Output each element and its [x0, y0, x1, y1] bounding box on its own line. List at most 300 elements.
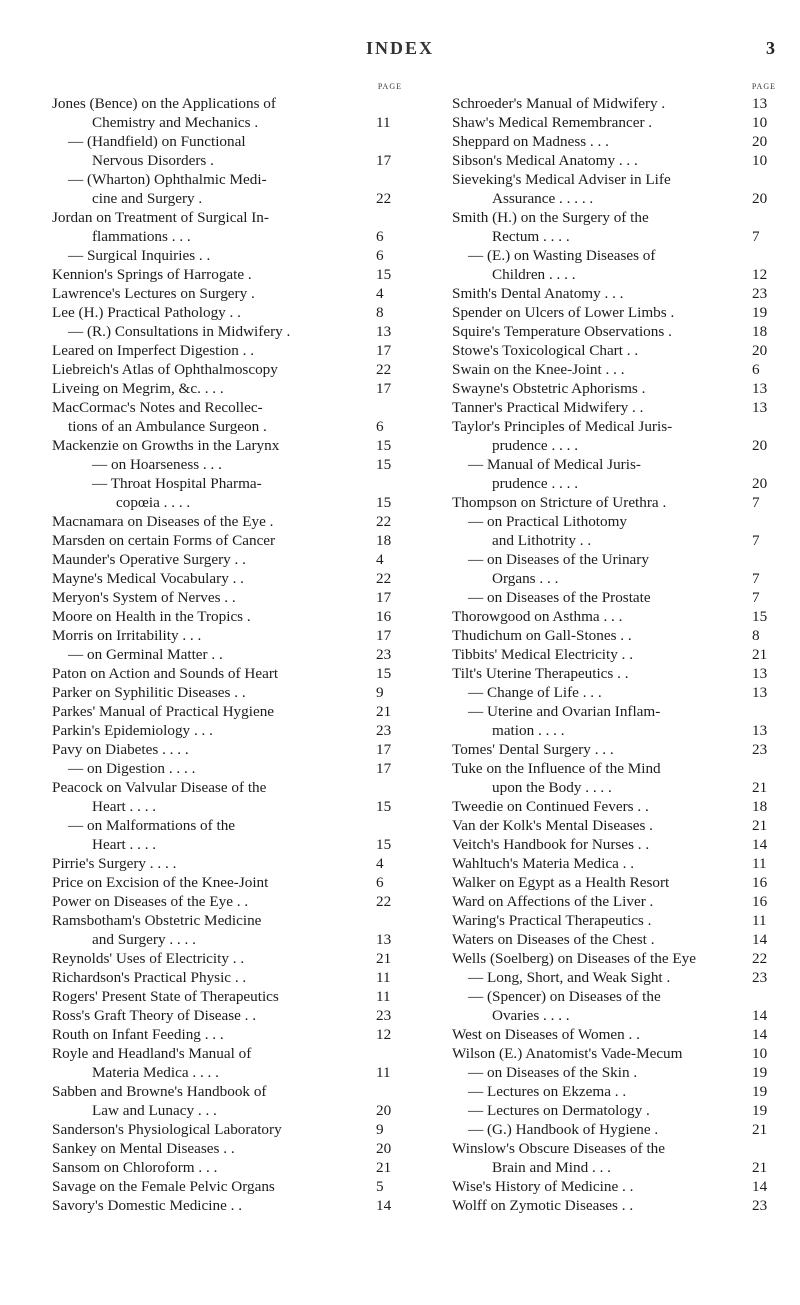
entry-page-number: 23: [376, 1007, 392, 1024]
index-line: [452, 607, 776, 626]
entry-text: — on Diseases of the Prostate: [468, 589, 651, 606]
index-entry: [452, 702, 776, 740]
index-line: [52, 1044, 402, 1063]
index-entry: [52, 474, 402, 512]
index-entry: [52, 379, 402, 398]
index-entry: [452, 512, 776, 550]
entry-text: Assurance . . . . .: [492, 190, 594, 207]
entry-page-number: 18: [752, 798, 768, 815]
index-entry: [52, 1006, 402, 1025]
entry-text: prudence . . . .: [492, 437, 579, 454]
index-entry: [452, 322, 776, 341]
running-head: [0, 38, 800, 58]
index-column-left: [52, 80, 402, 1215]
index-line: [52, 949, 402, 968]
entry-text: — (R.) Consultations in Midwifery .: [68, 323, 291, 340]
index-line: [52, 531, 402, 550]
index-line: [452, 892, 776, 911]
entry-page-number: 22: [376, 570, 392, 587]
entry-page-number: 17: [376, 760, 392, 777]
index-line: [452, 816, 776, 835]
entry-page-number: 13: [752, 399, 768, 416]
index-line: [452, 189, 776, 208]
index-entry: [452, 607, 776, 626]
entry-page-number: 6: [376, 418, 384, 435]
index-line: [452, 854, 776, 873]
index-line: [52, 189, 402, 208]
entry-text: — Surgical Inquiries . .: [68, 247, 211, 264]
index-entry: [452, 1082, 776, 1101]
entry-text: and Surgery . . . .: [92, 931, 196, 948]
index-entry: [52, 341, 402, 360]
entry-text: upon the Body . . . .: [492, 779, 612, 796]
entry-page-number: 9: [376, 684, 384, 701]
entry-text: Liebreich's Atlas of Ophthalmoscopy: [52, 361, 278, 378]
index-line: [52, 778, 402, 797]
entry-page-number: 4: [376, 855, 384, 872]
index-line: [452, 493, 776, 512]
index-line: [52, 892, 402, 911]
index-entry: [52, 626, 402, 645]
entry-page-number: 11: [376, 988, 391, 1005]
entry-page-number: 5: [376, 1178, 384, 1195]
entry-text: — Manual of Medical Juris-: [468, 456, 641, 473]
index-entry: [52, 550, 402, 569]
entry-text: Heart . . . .: [92, 836, 157, 853]
entry-text: Thompson on Stricture of Urethra .: [452, 494, 667, 511]
entry-text: — on Hoarseness . . .: [92, 456, 222, 473]
entry-text: Winslow's Obscure Diseases of the: [452, 1140, 666, 1157]
entry-text: Jones (Bence) on the Applications of: [52, 95, 276, 112]
index-entry: [52, 1139, 402, 1158]
index-line: [452, 1158, 776, 1177]
entry-text: mation . . . .: [492, 722, 565, 739]
entry-page-number: 17: [376, 741, 392, 758]
index-entry: [52, 398, 402, 436]
index-line: [452, 512, 776, 531]
index-entry: [52, 607, 402, 626]
entry-text: Peacock on Valvular Disease of the: [52, 779, 267, 796]
entry-text: Sabben and Browne's Handbook of: [52, 1083, 267, 1100]
entry-page-number: 17: [376, 589, 392, 606]
entry-text: Pavy on Diabetes . . . .: [52, 741, 189, 758]
index-line: [452, 1082, 776, 1101]
index-line: [52, 550, 402, 569]
entry-page-number: 23: [752, 285, 768, 302]
entry-page-number: 13: [376, 931, 392, 948]
entry-page-number: 21: [752, 646, 768, 663]
page-title: INDEX: [365, 38, 434, 58]
index-line: [452, 987, 776, 1006]
entry-text: Organs . . .: [492, 570, 559, 587]
index-entry: [52, 132, 402, 170]
index-entry: [52, 1177, 402, 1196]
entry-text: Tomes' Dental Surgery . . .: [452, 741, 614, 758]
entry-text: Marsden on certain Forms of Cancer: [52, 532, 276, 549]
index-entry: [52, 816, 402, 854]
index-entry: [52, 721, 402, 740]
entry-text: Price on Excision of the Knee-Joint: [52, 874, 269, 891]
index-entry: [452, 208, 776, 246]
entry-page-number: 23: [752, 741, 768, 758]
entry-page-number: 13: [752, 665, 768, 682]
index-entry: [452, 626, 776, 645]
entry-page-number: 8: [752, 627, 760, 644]
index-entry: [452, 113, 776, 132]
entry-text: Rectum . . . .: [492, 228, 570, 245]
index-line: [52, 227, 402, 246]
entry-page-number: 22: [376, 190, 392, 207]
index-line: [52, 588, 402, 607]
index-entry: [52, 455, 402, 474]
index-line: [452, 835, 776, 854]
entry-text: Lawrence's Lectures on Surgery .: [52, 285, 255, 302]
entry-text: Jordan on Treatment of Surgical In-: [52, 209, 269, 226]
entry-text: — (Handfield) on Functional: [68, 133, 246, 150]
entry-page-number: 11: [376, 1064, 391, 1081]
index-line: [452, 284, 776, 303]
index-entry: [52, 968, 402, 987]
entry-text: Stowe's Toxicological Chart . .: [452, 342, 639, 359]
index-line: [452, 265, 776, 284]
index-line: [452, 1044, 776, 1063]
index-entry: [452, 246, 776, 284]
index-line: [452, 550, 776, 569]
index-entry: [52, 778, 402, 816]
entry-text: Brain and Mind . . .: [492, 1159, 611, 1176]
entry-text: Schroeder's Manual of Midwifery .: [452, 95, 666, 112]
entry-page-number: 7: [752, 589, 760, 606]
index-line: [52, 265, 402, 284]
entry-page-number: 8: [376, 304, 384, 321]
entry-page-number: 12: [376, 1026, 392, 1043]
index-line: [452, 1101, 776, 1120]
entry-text: Sankey on Mental Diseases . .: [52, 1140, 235, 1157]
index-entry: [52, 892, 402, 911]
entry-page-number: 14: [376, 1197, 392, 1214]
index-entry: [52, 322, 402, 341]
index-entry: [452, 987, 776, 1025]
entry-page-number: 17: [376, 342, 392, 359]
entry-text: prudence . . . .: [492, 475, 579, 492]
entry-text: Lee (H.) Practical Pathology . .: [52, 304, 241, 321]
entry-text: — on Digestion . . . .: [68, 760, 196, 777]
index-entry: [452, 455, 776, 493]
index-line: [52, 835, 402, 854]
index-line: [452, 1025, 776, 1044]
index-line: [52, 702, 402, 721]
index-line: [452, 417, 776, 436]
index-line: [52, 607, 402, 626]
entry-page-number: 19: [752, 304, 768, 321]
index-line: [52, 341, 402, 360]
index-entry: [452, 170, 776, 208]
column-page-label: PAGE: [377, 82, 402, 91]
index-line: [52, 1177, 402, 1196]
entry-page-number: 6: [376, 874, 384, 891]
index-line: [52, 512, 402, 531]
entry-text: Veitch's Handbook for Nurses . .: [452, 836, 650, 853]
index-line: [52, 208, 402, 227]
entry-page-number: 20: [752, 342, 768, 359]
entry-text: Tilt's Uterine Therapeutics . .: [452, 665, 629, 682]
entry-text: Routh on Infant Feeding . . .: [52, 1026, 224, 1043]
index-line: [52, 113, 402, 132]
index-entry: [52, 1158, 402, 1177]
entry-text: Sanderson's Physiological Laboratory: [52, 1121, 282, 1138]
entry-text: Wells (Soelberg) on Diseases of the Eye: [452, 950, 696, 967]
index-entry: [52, 1196, 402, 1215]
entry-page-number: 11: [376, 969, 391, 986]
index-line: [452, 360, 776, 379]
entry-text: flammations . . .: [92, 228, 191, 245]
index-entry: [52, 588, 402, 607]
column-page-label: PAGE: [751, 82, 776, 91]
index-entry: [452, 835, 776, 854]
index-entry: [452, 1044, 776, 1063]
entry-page-number: 14: [752, 836, 768, 853]
entry-page-number: 21: [752, 779, 768, 796]
entry-text: tions of an Ambulance Surgeon .: [68, 418, 267, 435]
entry-text: — Lectures on Dermatology .: [468, 1102, 650, 1119]
entry-text: Maunder's Operative Surgery . .: [52, 551, 246, 568]
index-entry: [52, 987, 402, 1006]
entry-text: — on Diseases of the Skin .: [468, 1064, 638, 1081]
index-entry: [452, 1177, 776, 1196]
entry-text: Parker on Syphilitic Diseases . .: [52, 684, 246, 701]
entry-text: Taylor's Principles of Medical Juris-: [452, 418, 673, 435]
index-line: [452, 740, 776, 759]
index-entry: [452, 550, 776, 588]
index-entry: [452, 740, 776, 759]
index-line: [452, 531, 776, 550]
index-entry: [452, 949, 776, 968]
index-line: [52, 246, 402, 265]
index-line: [452, 645, 776, 664]
entry-text: Paton on Action and Sounds of Heart: [52, 665, 279, 682]
entry-page-number: 15: [376, 494, 392, 511]
entry-page-number: 9: [376, 1121, 384, 1138]
entry-page-number: 10: [752, 1045, 768, 1062]
index-entry: [52, 1120, 402, 1139]
entry-text: Smith (H.) on the Surgery of the: [452, 209, 649, 226]
index-entry: [52, 664, 402, 683]
index-line: [452, 132, 776, 151]
entry-page-number: 21: [376, 950, 392, 967]
entry-page-number: 19: [752, 1102, 768, 1119]
index-entry: [452, 930, 776, 949]
index-line: [452, 968, 776, 987]
index-line: [452, 455, 776, 474]
index-line: [52, 170, 402, 189]
index-line: [452, 474, 776, 493]
entry-text: Savage on the Female Pelvic Organs: [52, 1178, 275, 1195]
entry-page-number: 7: [752, 570, 760, 587]
index-entry: [52, 170, 402, 208]
index-entry: [452, 360, 776, 379]
index-line: [452, 208, 776, 227]
index-line: [52, 151, 402, 170]
index-entry: [452, 151, 776, 170]
entry-text: Parkes' Manual of Practical Hygiene: [52, 703, 275, 720]
entry-page-number: 16: [376, 608, 392, 625]
entry-text: Law and Lunacy . . .: [92, 1102, 217, 1119]
index-entry: [52, 303, 402, 322]
entry-page-number: 15: [376, 266, 392, 283]
entry-page-number: 22: [376, 361, 392, 378]
index-entry: [52, 911, 402, 949]
index-line: [452, 1063, 776, 1082]
index-entry: [452, 1139, 776, 1177]
index-line: [52, 797, 402, 816]
index-entry: [452, 873, 776, 892]
entry-page-number: 21: [376, 703, 392, 720]
entry-text: Mackenzie on Growths in the Larynx: [52, 437, 280, 454]
index-line: [52, 854, 402, 873]
index-line: [52, 436, 402, 455]
index-line: [52, 360, 402, 379]
index-line: [52, 303, 402, 322]
index-line: [452, 721, 776, 740]
entry-page-number: 7: [752, 532, 760, 549]
index-line: [452, 436, 776, 455]
entry-text: Rogers' Present State of Therapeutics: [52, 988, 279, 1005]
entry-page-number: 23: [752, 969, 768, 986]
index-line: [52, 1063, 402, 1082]
entry-text: Children . . . .: [492, 266, 576, 283]
index-entry: [52, 1044, 402, 1082]
entry-text: Ovaries . . . .: [492, 1007, 570, 1024]
entry-text: Smith's Dental Anatomy . . .: [452, 285, 624, 302]
index-entry: [452, 759, 776, 797]
index-entry: [52, 360, 402, 379]
entry-text: Tibbits' Medical Electricity . .: [452, 646, 634, 663]
entry-page-number: 15: [376, 437, 392, 454]
index-line: [452, 341, 776, 360]
index-line: [452, 664, 776, 683]
index-line: [452, 322, 776, 341]
entry-page-number: 6: [752, 361, 760, 378]
entry-text: — on Germinal Matter . .: [68, 646, 223, 663]
index-entry: [452, 664, 776, 683]
index-line: [452, 303, 776, 322]
index-entry: [452, 398, 776, 417]
entry-text: Thorowgood on Asthma . . .: [452, 608, 623, 625]
index-entry: [52, 512, 402, 531]
index-entry: [452, 284, 776, 303]
index-entry: [452, 645, 776, 664]
index-entry: [52, 854, 402, 873]
index-entry: [452, 303, 776, 322]
entry-page-number: 20: [752, 133, 768, 150]
index-entry: [452, 1196, 776, 1215]
entry-text: Wise's History of Medicine . .: [452, 1178, 634, 1195]
entry-text: — (G.) Handbook of Hygiene .: [468, 1121, 659, 1138]
entry-text: Heart . . . .: [92, 798, 157, 815]
entry-page-number: 20: [752, 475, 768, 492]
entry-text: Sansom on Chloroform . . .: [52, 1159, 218, 1176]
index-line: [452, 778, 776, 797]
entry-text: Mayne's Medical Vocabulary . .: [52, 570, 244, 587]
index-line: [452, 1006, 776, 1025]
index-entry: [52, 1025, 402, 1044]
entry-page-number: 21: [752, 1159, 768, 1176]
index-line: [52, 94, 402, 113]
entry-page-number: 20: [376, 1102, 392, 1119]
index-entry: [452, 1101, 776, 1120]
entry-text: Shaw's Medical Remembrancer .: [452, 114, 653, 131]
entry-text: Macnamara on Diseases of the Eye .: [52, 513, 274, 530]
index-line: [52, 493, 402, 512]
index-line: [52, 664, 402, 683]
entry-page-number: 7: [752, 228, 760, 245]
index-line: [452, 227, 776, 246]
entry-text: Thudichum on Gall-Stones . .: [452, 627, 632, 644]
entry-page-number: 13: [752, 95, 768, 112]
entry-text: Tweedie on Continued Fevers . .: [452, 798, 649, 815]
index-line: [52, 1006, 402, 1025]
entry-text: Parkin's Epidemiology . . .: [52, 722, 213, 739]
entry-text: Squire's Temperature Observations .: [452, 323, 672, 340]
entry-page-number: 14: [752, 1026, 768, 1043]
entry-text: Savory's Domestic Medicine . .: [52, 1197, 243, 1214]
index-line: [452, 911, 776, 930]
entry-text: — on Malformations of the: [68, 817, 236, 834]
entry-text: Kennion's Springs of Harrogate .: [52, 266, 252, 283]
entry-text: — Lectures on Ekzema . .: [468, 1083, 627, 1100]
entry-page-number: 15: [376, 665, 392, 682]
entry-text: — on Diseases of the Urinary: [468, 551, 649, 568]
index-line: [52, 1196, 402, 1215]
index-line: [52, 379, 402, 398]
entry-text: Wahltuch's Materia Medica . .: [452, 855, 635, 872]
entry-page-number: 7: [752, 494, 760, 511]
entry-page-number: 13: [752, 380, 768, 397]
entry-text: Liveing on Megrim, &c. . . .: [52, 380, 224, 397]
index-line: [452, 588, 776, 607]
index-line: [52, 474, 402, 493]
entry-page-number: 20: [376, 1140, 392, 1157]
index-entries: [452, 94, 776, 1215]
index-entry: [52, 436, 402, 455]
entry-page-number: 15: [752, 608, 768, 625]
entry-text: Tanner's Practical Midwifery . .: [452, 399, 644, 416]
entry-text: Ward on Affections of the Liver .: [452, 893, 654, 910]
entry-page-number: 4: [376, 551, 384, 568]
index-line: [52, 721, 402, 740]
index-entries: [52, 94, 402, 1215]
index-line: [452, 569, 776, 588]
index-line: [52, 759, 402, 778]
index-line: [452, 873, 776, 892]
entry-text: Waters on Diseases of the Chest .: [452, 931, 655, 948]
index-entry: [452, 341, 776, 360]
index-line: [452, 1177, 776, 1196]
index-line: [52, 987, 402, 1006]
index-line: [452, 1120, 776, 1139]
entry-page-number: 16: [752, 893, 768, 910]
index-line: [52, 398, 402, 417]
entry-page-number: 13: [752, 684, 768, 701]
index-line: [52, 1158, 402, 1177]
index-line: [452, 151, 776, 170]
entry-text: Sibson's Medical Anatomy . . .: [452, 152, 638, 169]
index-line: [52, 930, 402, 949]
index-line: [52, 1101, 402, 1120]
entry-text: copœia . . . .: [116, 494, 191, 511]
entry-text: Waring's Practical Therapeutics .: [452, 912, 652, 929]
index-line: [52, 322, 402, 341]
